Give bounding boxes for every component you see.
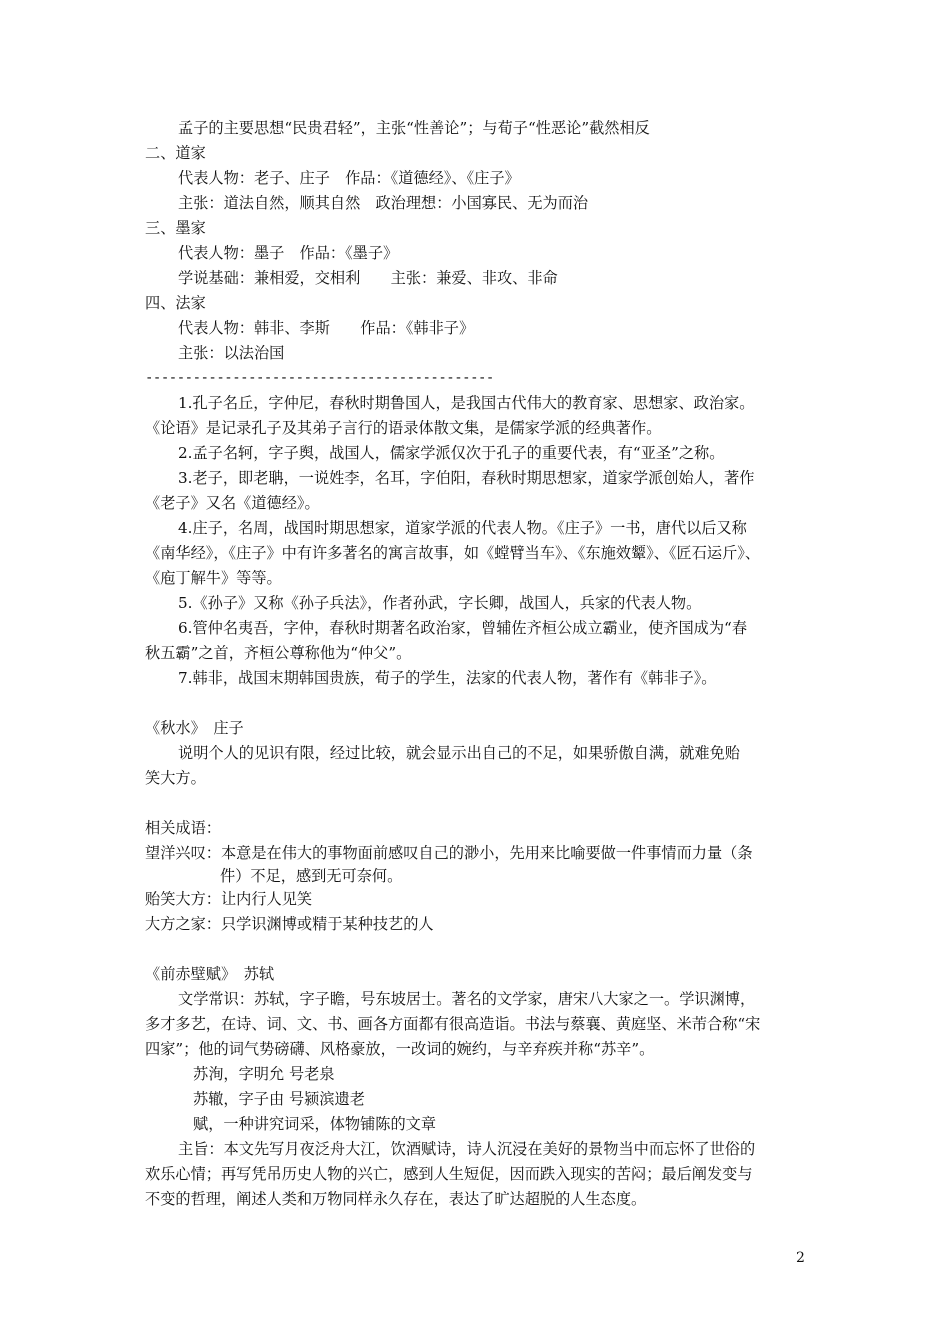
idioms-heading: 相关成语： xyxy=(145,819,221,837)
text-line: 5.《孙子》又称《孙子兵法》，作者孙武，字长卿，战国人，兵家的代表人物。 xyxy=(178,594,702,612)
text-line: 6.管仲名夷吾，字仲，春秋时期著名政治家，曾辅佐齐桓公成立霸业，使齐国成为“春 xyxy=(178,619,748,637)
text-line: 4.庄子，名周，战国时期思想家，道家学派的代表人物。《庄子》一书，唐代以后又称 xyxy=(178,519,747,537)
text-line: 主张：以法治国 xyxy=(178,344,285,362)
text-line: 主张：道法自然，顺其自然 政治理想：小国寡民、无为而治 xyxy=(178,194,589,212)
text-line: 代表人物：墨子 作品：《墨子》 xyxy=(178,244,399,262)
text-line: 苏洵，字明允 号老泉 xyxy=(193,1065,335,1083)
separator-line: -------------------------------------------- xyxy=(145,370,494,386)
text-line: 文学常识：苏轼，字子瞻，号东坡居士。著名的文学家，唐宋八大家之一。学识渊博， xyxy=(178,990,756,1008)
text-line: 2.孟子名轲，字子舆，战国人，儒家学派仅次于孔子的重要代表，有“亚圣”之称。 xyxy=(178,444,725,462)
text-line: 赋，一种讲究词采，体物铺陈的文章 xyxy=(193,1115,436,1133)
text-line: 代表人物：韩非、李斯 作品：《韩非子》 xyxy=(178,319,475,337)
text-line: 不变的哲理，阐述人类和万物同样永久存在，表达了旷达超脱的人生态度。 xyxy=(145,1190,647,1208)
text-line: 说明个人的见识有限，经过比较，就会显示出自己的不足，如果骄傲自满，就难免贻 xyxy=(178,744,740,762)
text-line: 欢乐心情；再写凭吊历史人物的兴亡，感到人生短促，因而跌入现实的苦闷；最后阐发变与 xyxy=(145,1165,753,1183)
idiom-entry: 望洋兴叹：本意是在伟大的事物面前感叹自己的渺小，先用来比喻要做一件事情而力量（条 xyxy=(145,844,753,862)
text-line: 代表人物：老子、庄子 作品：《道德经》、《庄子》 xyxy=(178,169,520,187)
section-heading-daojia: 二、道家 xyxy=(145,144,206,162)
text-line: 主旨：本文先写月夜泛舟大江，饮酒赋诗，诗人沉浸在美好的景物当中而忘怀了世俗的 xyxy=(178,1140,756,1158)
section-title-qiushui: 《秋水》 庄子 xyxy=(145,719,244,737)
idiom-entry: 贻笑大方：让内行人见笑 xyxy=(145,890,313,908)
text-line: 孟子的主要思想“民贵君轻”，主张“性善论”；与荀子“性恶论”截然相反 xyxy=(178,119,650,137)
text-line: 笑大方。 xyxy=(145,769,206,787)
text-line: 《论语》是记录孔子及其弟子言行的语录体散文集，是儒家学派的经典著作。 xyxy=(145,419,662,437)
text-line: 《老子》又名《道德经》。 xyxy=(145,494,320,512)
text-line: 《庖丁解牛》等等。 xyxy=(145,569,282,587)
text-line: 多才多艺，在诗、词、文、书、画各方面都有很高造诣。书法与蔡襄、黄庭坚、米芾合称“宋 xyxy=(145,1015,761,1033)
text-line: 四家”；他的词气势磅礴、风格豪放，一改词的婉约，与辛弃疾并称“苏辛”。 xyxy=(145,1040,655,1058)
page-number: 2 xyxy=(796,1250,805,1266)
text-line: 7.韩非，战国末期韩国贵族，荀子的学生，法家的代表人物，著作有《韩非子》。 xyxy=(178,669,717,687)
text-line: 苏辙，字子由 号颍滨遗老 xyxy=(193,1090,365,1108)
text-line: 秋五霸”之首，齐桓公尊称他为“仲父”。 xyxy=(145,644,412,662)
text-line: 3.老子，即老聃，一说姓李，名耳，字伯阳，春秋时期思想家，道家学派创始人，著作 xyxy=(178,469,755,487)
idiom-entry: 大方之家：只学识渊博或精于某种技艺的人 xyxy=(145,915,434,933)
idiom-entry-continuation: 件）不足，感到无可奈何。 xyxy=(220,867,403,885)
text-line: 《南华经》，《庄子》中有许多著名的寓言故事，如《螳臂当车》、《东施效颦》、《匠石运斤》、 xyxy=(145,544,761,562)
section-heading-fajia: 四、法家 xyxy=(145,294,206,312)
section-heading-mojia: 三、墨家 xyxy=(145,219,206,237)
section-title-qianchibifu: 《前赤壁赋》 苏轼 xyxy=(145,965,275,983)
text-line: 学说基础：兼相爱，交相利 主张：兼爱、非攻、非命 xyxy=(178,269,558,287)
text-line: 1.孔子名丘，字仲尼，春秋时期鲁国人，是我国古代伟大的教育家、思想家、政治家。 xyxy=(178,394,755,412)
